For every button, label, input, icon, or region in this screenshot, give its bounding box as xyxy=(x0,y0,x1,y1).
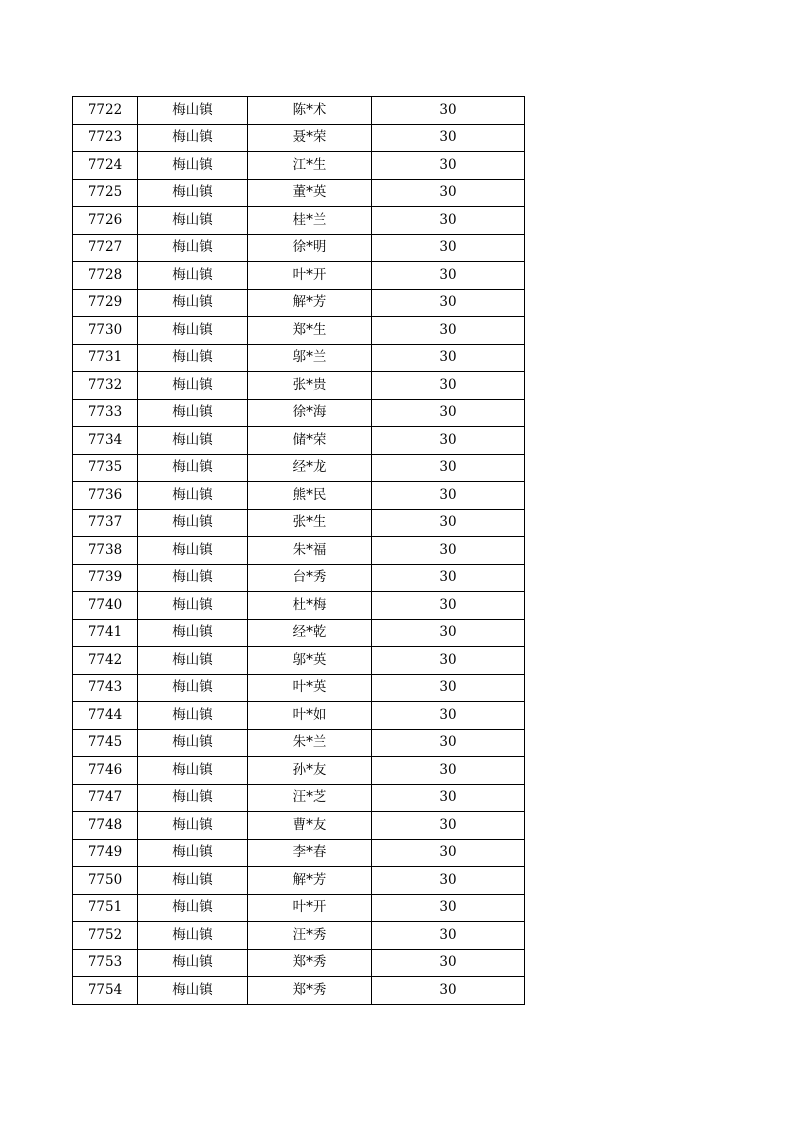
row-number-cell: 7747 xyxy=(73,784,138,812)
table-row xyxy=(73,784,525,812)
row-number-cell: 7726 xyxy=(73,207,138,235)
row-number-cell: 7741 xyxy=(73,619,138,647)
amount-cell: 30 xyxy=(372,234,525,262)
table-row xyxy=(73,509,525,537)
town-cell: 梅山镇 xyxy=(138,482,248,510)
amount-cell: 30 xyxy=(372,207,525,235)
name-cell: 陈*术 xyxy=(248,97,372,125)
amount-cell: 30 xyxy=(372,179,525,207)
town-cell: 梅山镇 xyxy=(138,564,248,592)
row-number-cell: 7732 xyxy=(73,372,138,400)
row-number-cell: 7730 xyxy=(73,317,138,345)
amount-cell: 30 xyxy=(372,399,525,427)
name-cell: 郑*生 xyxy=(248,317,372,345)
row-number-cell: 7728 xyxy=(73,262,138,290)
amount-cell: 30 xyxy=(372,124,525,152)
amount-cell: 30 xyxy=(372,317,525,345)
town-cell: 梅山镇 xyxy=(138,124,248,152)
table-row xyxy=(73,234,525,262)
town-cell: 梅山镇 xyxy=(138,592,248,620)
town-cell: 梅山镇 xyxy=(138,509,248,537)
name-cell: 解*芳 xyxy=(248,867,372,895)
town-cell: 梅山镇 xyxy=(138,537,248,565)
table-row xyxy=(73,867,525,895)
table-row xyxy=(73,537,525,565)
name-cell: 邬*兰 xyxy=(248,344,372,372)
name-cell: 张*贵 xyxy=(248,372,372,400)
name-cell: 汪*秀 xyxy=(248,922,372,950)
table-row xyxy=(73,592,525,620)
name-cell: 郑*秀 xyxy=(248,977,372,1005)
row-number-cell: 7738 xyxy=(73,537,138,565)
table-row xyxy=(73,289,525,317)
row-number-cell: 7744 xyxy=(73,702,138,730)
row-number-cell: 7731 xyxy=(73,344,138,372)
table-row xyxy=(73,757,525,785)
amount-cell: 30 xyxy=(372,372,525,400)
amount-cell: 30 xyxy=(372,262,525,290)
amount-cell: 30 xyxy=(372,509,525,537)
table-row xyxy=(73,317,525,345)
amount-cell: 30 xyxy=(372,894,525,922)
amount-cell: 30 xyxy=(372,564,525,592)
town-cell: 梅山镇 xyxy=(138,207,248,235)
town-cell: 梅山镇 xyxy=(138,262,248,290)
town-cell: 梅山镇 xyxy=(138,647,248,675)
name-cell: 汪*芝 xyxy=(248,784,372,812)
amount-cell: 30 xyxy=(372,867,525,895)
amount-cell: 30 xyxy=(372,152,525,180)
row-number-cell: 7748 xyxy=(73,812,138,840)
table-row xyxy=(73,647,525,675)
town-cell: 梅山镇 xyxy=(138,839,248,867)
name-cell: 董*英 xyxy=(248,179,372,207)
name-cell: 徐*明 xyxy=(248,234,372,262)
row-number-cell: 7753 xyxy=(73,949,138,977)
town-cell: 梅山镇 xyxy=(138,894,248,922)
name-cell: 杜*梅 xyxy=(248,592,372,620)
table-row xyxy=(73,729,525,757)
town-cell: 梅山镇 xyxy=(138,344,248,372)
name-cell: 邬*英 xyxy=(248,647,372,675)
table-row xyxy=(73,977,525,1005)
row-number-cell: 7750 xyxy=(73,867,138,895)
name-cell: 聂*荣 xyxy=(248,124,372,152)
town-cell: 梅山镇 xyxy=(138,757,248,785)
name-cell: 叶*开 xyxy=(248,894,372,922)
town-cell: 梅山镇 xyxy=(138,97,248,125)
town-cell: 梅山镇 xyxy=(138,784,248,812)
table-row xyxy=(73,179,525,207)
amount-cell: 30 xyxy=(372,922,525,950)
table-row xyxy=(73,674,525,702)
table-row xyxy=(73,564,525,592)
name-cell: 储*荣 xyxy=(248,427,372,455)
amount-cell: 30 xyxy=(372,977,525,1005)
table-row xyxy=(73,97,525,125)
table-row xyxy=(73,427,525,455)
row-number-cell: 7751 xyxy=(73,894,138,922)
town-cell: 梅山镇 xyxy=(138,977,248,1005)
town-cell: 梅山镇 xyxy=(138,234,248,262)
amount-cell: 30 xyxy=(372,592,525,620)
table-row xyxy=(73,344,525,372)
town-cell: 梅山镇 xyxy=(138,702,248,730)
town-cell: 梅山镇 xyxy=(138,152,248,180)
row-number-cell: 7734 xyxy=(73,427,138,455)
town-cell: 梅山镇 xyxy=(138,427,248,455)
table-row xyxy=(73,124,525,152)
amount-cell: 30 xyxy=(372,97,525,125)
amount-cell: 30 xyxy=(372,674,525,702)
table-row xyxy=(73,372,525,400)
table-row xyxy=(73,894,525,922)
table-row xyxy=(73,207,525,235)
row-number-cell: 7742 xyxy=(73,647,138,675)
table-row xyxy=(73,922,525,950)
amount-cell: 30 xyxy=(372,289,525,317)
town-cell: 梅山镇 xyxy=(138,949,248,977)
town-cell: 梅山镇 xyxy=(138,372,248,400)
table-row xyxy=(73,262,525,290)
name-cell: 朱*兰 xyxy=(248,729,372,757)
amount-cell: 30 xyxy=(372,812,525,840)
name-cell: 江*生 xyxy=(248,152,372,180)
row-number-cell: 7725 xyxy=(73,179,138,207)
table-body xyxy=(73,97,525,1005)
amount-cell: 30 xyxy=(372,949,525,977)
name-cell: 叶*开 xyxy=(248,262,372,290)
amount-cell: 30 xyxy=(372,784,525,812)
table-row xyxy=(73,949,525,977)
town-cell: 梅山镇 xyxy=(138,454,248,482)
town-cell: 梅山镇 xyxy=(138,179,248,207)
table-row xyxy=(73,619,525,647)
amount-cell: 30 xyxy=(372,482,525,510)
row-number-cell: 7745 xyxy=(73,729,138,757)
name-cell: 熊*民 xyxy=(248,482,372,510)
town-cell: 梅山镇 xyxy=(138,399,248,427)
row-number-cell: 7740 xyxy=(73,592,138,620)
name-cell: 解*芳 xyxy=(248,289,372,317)
table-row xyxy=(73,152,525,180)
amount-cell: 30 xyxy=(372,537,525,565)
name-cell: 李*春 xyxy=(248,839,372,867)
row-number-cell: 7752 xyxy=(73,922,138,950)
table-row xyxy=(73,702,525,730)
row-number-cell: 7735 xyxy=(73,454,138,482)
amount-cell: 30 xyxy=(372,454,525,482)
name-cell: 台*秀 xyxy=(248,564,372,592)
row-number-cell: 7724 xyxy=(73,152,138,180)
row-number-cell: 7754 xyxy=(73,977,138,1005)
town-cell: 梅山镇 xyxy=(138,674,248,702)
table-row xyxy=(73,399,525,427)
table-row xyxy=(73,839,525,867)
table-row xyxy=(73,812,525,840)
amount-cell: 30 xyxy=(372,427,525,455)
row-number-cell: 7749 xyxy=(73,839,138,867)
town-cell: 梅山镇 xyxy=(138,317,248,345)
town-cell: 梅山镇 xyxy=(138,922,248,950)
row-number-cell: 7737 xyxy=(73,509,138,537)
data-table xyxy=(72,96,525,1005)
row-number-cell: 7739 xyxy=(73,564,138,592)
row-number-cell: 7736 xyxy=(73,482,138,510)
row-number-cell: 7723 xyxy=(73,124,138,152)
name-cell: 张*生 xyxy=(248,509,372,537)
name-cell: 叶*英 xyxy=(248,674,372,702)
name-cell: 桂*兰 xyxy=(248,207,372,235)
town-cell: 梅山镇 xyxy=(138,729,248,757)
town-cell: 梅山镇 xyxy=(138,289,248,317)
amount-cell: 30 xyxy=(372,647,525,675)
name-cell: 经*龙 xyxy=(248,454,372,482)
name-cell: 曹*友 xyxy=(248,812,372,840)
row-number-cell: 7743 xyxy=(73,674,138,702)
amount-cell: 30 xyxy=(372,839,525,867)
name-cell: 朱*福 xyxy=(248,537,372,565)
table-row xyxy=(73,454,525,482)
amount-cell: 30 xyxy=(372,344,525,372)
amount-cell: 30 xyxy=(372,757,525,785)
amount-cell: 30 xyxy=(372,702,525,730)
row-number-cell: 7722 xyxy=(73,97,138,125)
name-cell: 叶*如 xyxy=(248,702,372,730)
row-number-cell: 7746 xyxy=(73,757,138,785)
name-cell: 徐*海 xyxy=(248,399,372,427)
name-cell: 郑*秀 xyxy=(248,949,372,977)
row-number-cell: 7727 xyxy=(73,234,138,262)
name-cell: 孙*友 xyxy=(248,757,372,785)
row-number-cell: 7733 xyxy=(73,399,138,427)
town-cell: 梅山镇 xyxy=(138,812,248,840)
amount-cell: 30 xyxy=(372,619,525,647)
row-number-cell: 7729 xyxy=(73,289,138,317)
name-cell: 经*乾 xyxy=(248,619,372,647)
town-cell: 梅山镇 xyxy=(138,619,248,647)
table-row xyxy=(73,482,525,510)
amount-cell: 30 xyxy=(372,729,525,757)
town-cell: 梅山镇 xyxy=(138,867,248,895)
